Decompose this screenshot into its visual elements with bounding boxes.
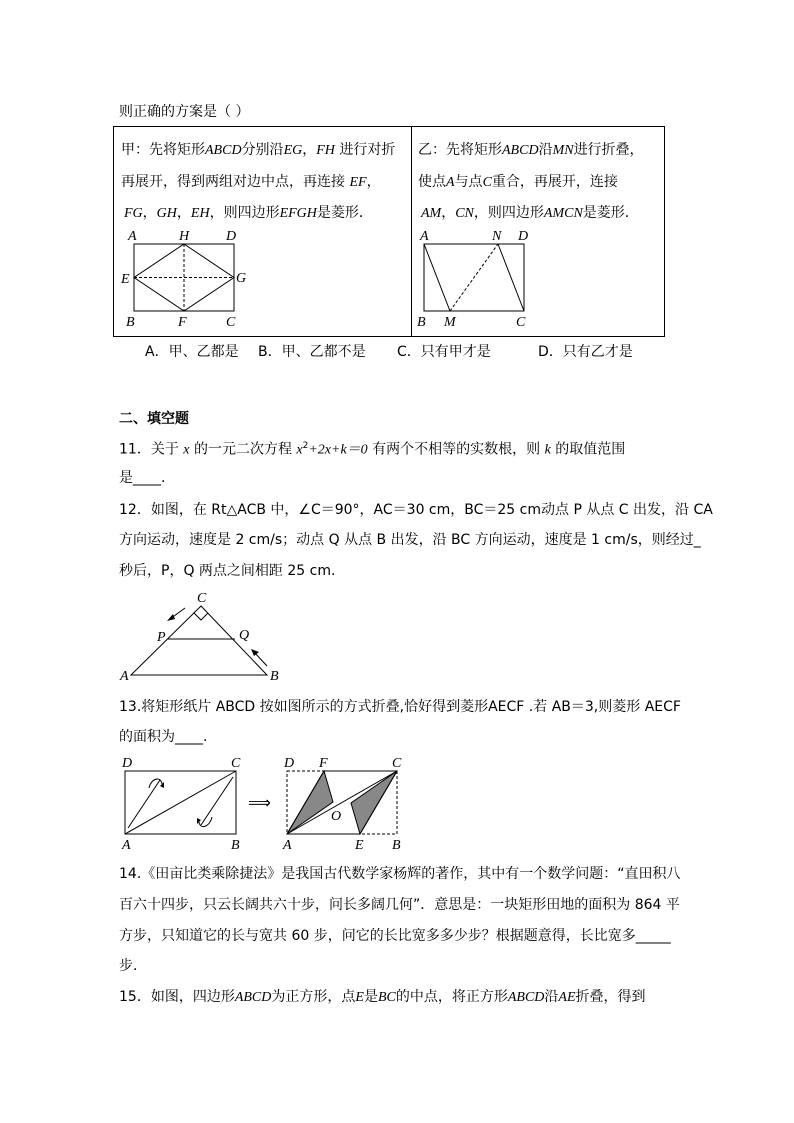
q12-triangle-figure — [115, 588, 295, 683]
q13-right-label-b: B — [392, 838, 401, 852]
right-angle-mark — [194, 613, 208, 620]
q13-left-label-c: C — [231, 756, 241, 771]
shaded-triangle-left — [287, 771, 333, 834]
q13-right-label-o: O — [331, 809, 342, 824]
q13-left-label-d: D — [122, 756, 133, 771]
section-title: 二、填空题 — [119, 411, 189, 427]
jia-label-c: C — [226, 315, 236, 330]
q14-line4: 步． — [119, 958, 147, 974]
yi-segment-cn — [498, 244, 524, 311]
yi-label-b: B — [417, 315, 426, 330]
yi-label-n: N — [492, 229, 502, 244]
shaded-triangle-right — [351, 771, 397, 834]
yi-line3: AM，CN，则四边形AMCN是菱形． — [421, 205, 639, 221]
q13-fold-figure — [115, 752, 415, 852]
yi-segment-am — [424, 244, 450, 311]
q13-right-label-d: D — [284, 756, 295, 771]
jia-label-h: H — [179, 229, 190, 244]
yi-fold-mn — [450, 244, 498, 311]
left-diagonal — [125, 771, 236, 834]
right-diagonal-ac — [287, 771, 397, 834]
arrow-q-head — [251, 649, 259, 656]
jia-label-a: A — [128, 229, 137, 244]
arrow-p-head — [167, 614, 175, 621]
option-d[interactable]: D．只有乙才是 — [538, 344, 633, 360]
q14-line2: 百六十四步，只云长阔共六十步，问长多阔几何”．意思是：一块矩形田地的面积为 864 平 — [119, 897, 680, 913]
yi-label-c: C — [516, 315, 526, 330]
q13-left-label-a: A — [122, 838, 131, 852]
jia-label-g: G — [236, 271, 247, 286]
q13-line1: 13.将矩形纸片 ABCD 按如图所示的方式折叠,恰好得到菱形AECF .若 AB＝3,则菱形 AECF — [119, 699, 681, 715]
jia-label-b: B — [126, 315, 135, 330]
q14-line1: 14.《田亩比类乘除捷法》是我国古代数学家杨辉的著作，其中有一个数学问题：“直田积八 — [119, 866, 681, 882]
jia-label-d: D — [226, 229, 237, 244]
q12-label-q: Q — [239, 628, 250, 643]
q12-label-p: P — [157, 630, 166, 645]
q13-right-label-c: C — [392, 756, 402, 771]
q11-line1: 11．关于 x 的一元二次方程 $x^2+2x+k=0$ 有两个不相等的实数根，则 k 的取值范围 — [119, 441, 626, 458]
jia-label-e: E — [121, 272, 130, 287]
q11-line2: 是____. — [119, 470, 166, 486]
jia-line3: FG，GH，EH，则四边形EFGH是菱形． — [124, 205, 373, 221]
q12-label-a: A — [120, 669, 129, 683]
yi-label-d: D — [518, 229, 529, 244]
option-c[interactable]: C．只有甲才是 — [397, 344, 491, 360]
implies-arrow-icon: ⟹ — [248, 793, 271, 812]
jia-line1: 甲：先将矩形ABCD分别沿EG，FH 进行对折 — [121, 142, 396, 158]
q13-right-label-f: F — [319, 756, 328, 771]
q12-label-c: C — [197, 591, 207, 606]
yi-line2: 使点A与点C重合，再展开，连接 — [418, 174, 618, 190]
jia-line2: 再展开，得到两组对边中点，再连接 EF， — [121, 174, 381, 190]
yi-label-a: A — [420, 229, 429, 244]
yi-line1: 乙：先将矩形ABCD沿MN进行折叠， — [418, 142, 644, 158]
q15-line1: 15．如图，四边形ABCD为正方形，点E是BC的中点，将正方形ABCD沿AE折叠，得到 — [119, 989, 646, 1005]
q12-line2: 方向运动，速度是 2 cm/s；动点 Q 从点 B 出发，沿 BC 方向运动，速度是 1 cm/s，则经过_ — [119, 532, 701, 548]
option-a[interactable]: A．甲、乙都是 — [145, 344, 239, 360]
yi-rhombus-figure — [412, 226, 542, 334]
left-fold-line-1 — [128, 780, 160, 828]
q13-right-label-a: A — [283, 838, 292, 852]
q14-line3: 方步，只知道它的长与宽共 60 步，问它的长比宽多多少步？根据题意得，长比宽多_____ — [119, 928, 671, 944]
q12-label-b: B — [270, 669, 279, 683]
q12-line1: 12．如图，在 Rt△ACB 中，∠C＝90°，AC＝30 cm，BC＝25 cm动点 P 从点 C 出发，沿 CA — [119, 502, 713, 518]
left-fold-line-2 — [201, 777, 233, 825]
jia-label-f: F — [178, 315, 187, 330]
q13-line2: 的面积为____. — [119, 729, 208, 745]
q13-right-label-e: E — [355, 838, 364, 852]
option-b[interactable]: B．甲、乙都不是 — [258, 344, 366, 360]
q10-prompt: 则正确的方案是（ ） — [119, 104, 250, 120]
jia-rhombus-figure — [113, 226, 273, 334]
yi-label-m: M — [444, 315, 456, 330]
q13-left-label-b: B — [231, 838, 240, 852]
q12-line3: 秒后，P，Q 两点之间相距 25 cm. — [119, 563, 336, 579]
